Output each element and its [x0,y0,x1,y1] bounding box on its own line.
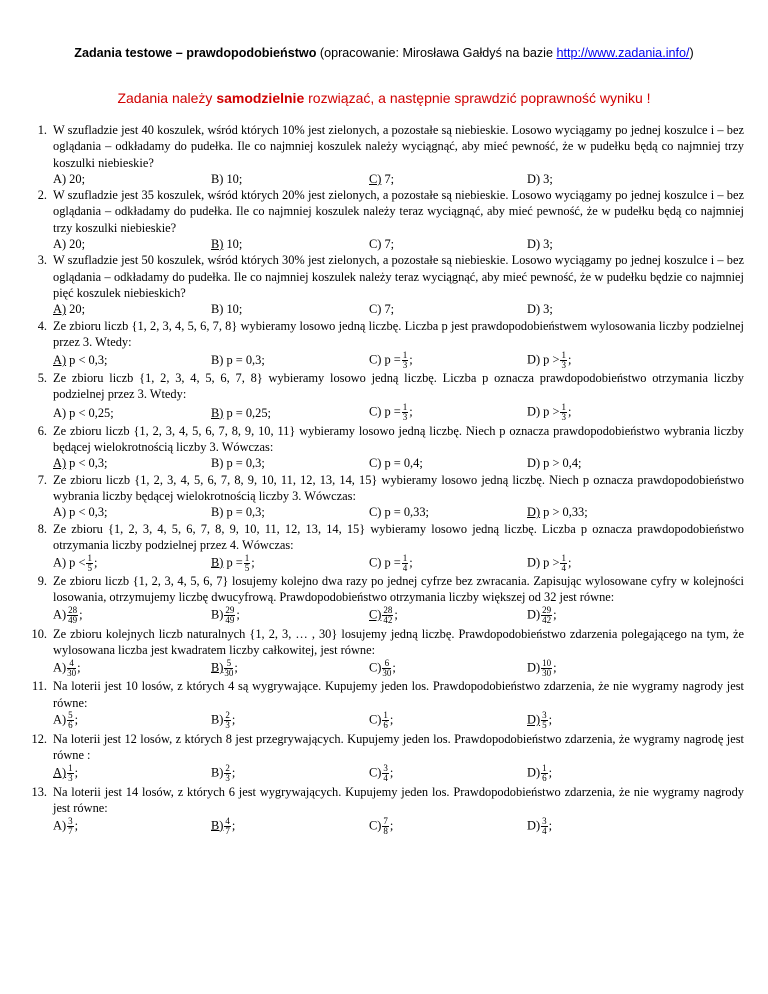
question-text: Ze zbioru liczb {1, 2, 3, 4, 5, 6, 7} losujemy kolejno dwa razy po jednej cyfrze bez zwracania. Zapisując wylosowane cyfry w kolejności losowania, otrzymujemy liczbę dwucyfrową. Prawdopodobieństwo otrzymania liczby większej od 32 jest równe: [53,574,744,605]
answer-options [53,301,744,317]
question-text: Ze zbioru liczb {1, 2, 3, 4, 5, 6, 7, 8} wybieramy losowo jedną liczbę. Liczba p oznacza prawdopodobieństwo otrzymania liczby podzielnej przez 3. Wtedy: [53,371,744,402]
answer-option-d[interactable]: D) $\frac{1}{6}$ ; [527,763,553,783]
fraction: $\frac{29}{49}$ [225,605,235,626]
answer-options [53,236,744,252]
fraction: $\frac{1}{3}$ [561,349,566,370]
fraction: $\frac{1}{3}$ [561,402,566,423]
fraction: $\frac{1}{6}$ [542,763,547,783]
answer-option-d[interactable]: D) p > $\frac{1}{3}$ ; [527,349,572,370]
instructions-post: rozwiązać, a następnie sprawdzić poprawność wyniku ! [304,90,651,106]
instructions-bold: samodzielnie [216,90,305,106]
answer-option-d[interactable]: D) 3; [527,302,553,317]
answer-option-c[interactable]: C) $\frac{7}{8}$ ; [369,815,394,836]
question-item [22,252,744,317]
answer-option-a[interactable]: A) $\frac{3}{7}$ ; [53,815,79,836]
question-list [22,122,744,836]
answer-option-d[interactable]: D) 3; [527,237,553,252]
answer-option-c[interactable]: C) p = $\frac{1}{3}$ ; [369,349,413,370]
answer-options [53,455,744,471]
fraction: $\frac{2}{3}$ [225,763,230,783]
answer-option-b[interactable]: B) $\frac{5}{30}$ ; [211,657,238,678]
answer-option-a[interactable]: A) p < $\frac{1}{5}$ ; [53,552,98,573]
fraction: $\frac{29}{42}$ [542,605,552,626]
question-number: 10. [31,626,47,641]
question-number: 6. [37,423,47,438]
question-item [22,731,744,784]
answer-option-c[interactable]: C) 7; [369,302,395,317]
answer-option-d[interactable]: D) $\frac{29}{42}$ ; [527,605,557,626]
answer-option-c[interactable]: C) p = $\frac{1}{4}$ ; [369,552,413,573]
answer-option-c[interactable]: C) p = 0,33; [369,505,429,520]
question-number: 13. [31,784,47,799]
fraction: $\frac{3}{7}$ [68,815,73,836]
question-number: 11. [31,679,47,694]
question-number: 1. [37,123,47,137]
fraction: $\frac{1}{3}$ [68,763,73,783]
question-number: 9. [37,574,47,589]
fraction: $\frac{5}{30}$ [224,657,234,678]
question-item [22,472,744,521]
answer-options [53,553,744,573]
question-text: Ze zbioru liczb {1, 2, 3, 4, 5, 6, 7, 8, 9, 10, 11} wybieramy losowo jedną liczbę. Niech p oznacza prawdopodobieństwo wybrania liczby będącej wielokrotnością liczby 3. Wówczas: [53,423,744,455]
question-item [22,784,744,837]
answer-option-c[interactable]: C) p = $\frac{1}{3}$ ; [369,402,413,423]
answer-option-a[interactable]: A) 20; [53,237,86,252]
source-link[interactable]: http://www.zadania.info/ [556,46,690,60]
answer-options [53,606,744,626]
question-item [22,318,744,371]
answer-option-c[interactable]: C) $\frac{3}{4}$ ; [369,763,394,783]
answer-options [53,711,744,731]
question-text: W szufladzie jest 35 koszulek, wśród których 20% jest zielonych, a pozostałe są niebieskie. Losowo wyciągamy po jednej koszulce i – bez oglądania – odkładamy do pudełka. Ile co najmniej koszulek należy teraz wyciągnąć, aby mieć pewność, że w pudełku będą co najmniej trzy koszulki niebieskie? [53,188,744,235]
title-bold: Zadania testowe – prawdopodobieństwo [74,46,317,60]
fraction: $\frac{28}{49}$ [68,605,78,626]
answer-option-a[interactable]: A) p < 0,3; [53,353,108,367]
answer-option-a[interactable]: A) 20; [53,171,86,186]
answer-options [53,816,744,836]
fraction: $\frac{1}{4}$ [402,552,408,573]
question-item [22,573,744,626]
fraction: $\frac{1}{4}$ [561,552,566,573]
answer-option-a[interactable]: A) p < 0,3; [53,505,108,520]
fraction: $\frac{1}{5}$ [244,552,250,573]
fraction: $\frac{3}{5}$ [542,710,547,731]
answer-option-b[interactable]: B) $\frac{4}{7}$ ; [211,815,236,836]
question-number: 12. [31,731,47,746]
title-rest: (opracowanie: Mirosława Gałdyś na bazie [316,46,557,60]
question-item [22,626,744,679]
page-title [0,46,768,60]
fraction: $\frac{28}{42}$ [383,605,393,626]
answer-option-d[interactable]: D) p > 0,33; [527,505,588,520]
question-item [22,423,744,472]
title-close: ) [689,46,694,60]
answer-option-b[interactable]: B) 10; [211,237,243,252]
question-text: W szufladzie jest 50 koszulek, wśród których 30% jest zielonych, a pozostałe są niebieskie. Losowo wyciągamy po jednej koszulce i – bez oglądania – odkładamy do pudełka. Ile co najmniej koszulek należy teraz wyciągnąć, aby mieć pewność, że w pudełku będzie co najmniej pięć koszulek niebieskich? [53,253,744,300]
answer-option-b[interactable]: B) $\frac{2}{3}$ ; [211,763,236,783]
answer-options [53,658,744,678]
answer-option-a[interactable]: A) $\frac{4}{30}$ ; [53,657,81,678]
answer-option-a[interactable]: A) 20; [53,302,86,317]
answer-option-d[interactable]: D) p > $\frac{1}{4}$ ; [527,552,572,573]
question-text: Ze zbioru liczb {1, 2, 3, 4, 5, 6, 7, 8, 9, 10, 11, 12, 13, 14, 15} wybieramy losowo jedną liczbę. Niech p oznacza prawdopodobieństwo wybrania liczby będącej wielokrotnością liczby 3. Wówczas: [53,472,744,503]
question-text: Ze zbioru kolejnych liczb naturalnych {1, 2, 3, … , 30} losujemy jedną liczbę. Prawdopodobieństwo zdarzenia polegającego na tym, że wylosowana liczba jest kwadratem liczby całkowitej, jest równe: [53,626,744,658]
fraction: $\frac{10}{30}$ [542,657,552,678]
fraction: $\frac{4}{7}$ [225,815,230,836]
fraction: $\frac{5}{6}$ [68,710,73,731]
question-text: W szufladzie jest 40 koszulek, wśród których 10% jest zielonych, a pozostałe są niebieskie. Losowo wyciągamy po jednej koszulce i – bez oglądania – odkładamy do pudełka. Ile co najmniej koszulek należy wyciągnąć, aby mieć pewność, że w pudełku będą co najmniej trzy koszulki niebieskie? [53,123,744,170]
question-item [22,678,744,731]
answer-option-d[interactable]: D) p > 0,4; [527,456,582,471]
answer-options [53,171,744,187]
fraction: $\frac{1}{3}$ [402,349,408,370]
fraction: $\frac{1}{3}$ [402,402,408,423]
question-number: 4. [37,318,47,333]
answer-option-b[interactable]: B) p = 0,3; [211,505,265,520]
fraction: $\frac{6}{30}$ [382,657,392,678]
answer-option-b[interactable]: B) p = 0,3; [211,456,265,471]
question-item [22,187,744,252]
fraction: $\frac{3}{4}$ [542,815,547,836]
answer-option-a[interactable]: A) $\frac{28}{49}$ ; [53,605,83,626]
question-number: 2. [37,188,47,203]
question-text: Na loterii jest 12 losów, z których 8 jest przegrywających. Kupujemy jeden los. Prawdopodobieństwo zdarzenia, że wygramy nagrodę jest równe : [53,731,744,763]
question-text: Na loterii jest 14 losów, z których 6 jest wygrywających. Kupujemy jeden los. Prawdopodobieństwo zdarzenia, że nie wygramy nagrody jest równe: [53,784,744,815]
answer-option-b[interactable]: B) p = 0,3; [211,353,265,367]
fraction: $\frac{2}{3}$ [225,710,230,731]
answer-options [53,350,744,370]
answer-option-c[interactable]: C) $\frac{1}{6}$ ; [369,710,394,731]
answer-option-d[interactable]: D) p > $\frac{1}{3}$ ; [527,402,572,423]
fraction: $\frac{3}{4}$ [383,763,388,783]
answer-option-d[interactable]: D) $\frac{3}{4}$ ; [527,815,553,836]
question-item [22,122,744,187]
question-number: 8. [37,521,47,536]
question-text: Na loterii jest 10 losów, z których 4 są wygrywające. Kupujemy jeden los. Prawdopodobieństwo zdarzenia, że nie wygramy nagrody jest równe: [53,679,744,710]
question-text: Ze zbioru liczb {1, 2, 3, 4, 5, 6, 7, 8} wybieramy losowo jedną liczbę. Liczba p jest prawdopodobieństwem wylosowania liczby podzielnej przez 3. Wtedy: [53,318,744,349]
question-number: 7. [37,472,47,487]
instructions [0,90,768,106]
answer-option-a[interactable]: A) $\frac{1}{3}$ ; [53,763,79,783]
answer-option-c[interactable]: C) 7; [369,171,395,186]
answer-option-d[interactable]: D) $\frac{3}{5}$ ; [527,710,553,731]
answer-option-c[interactable]: C) p = 0,4; [369,456,423,471]
question-item [22,370,744,423]
answer-option-c[interactable]: C) $\frac{28}{42}$ ; [369,605,398,626]
question-number: 3. [37,253,47,268]
question-number: 5. [37,371,47,386]
answer-option-b[interactable]: B) p = $\frac{1}{5}$ ; [211,552,255,573]
answer-option-b[interactable]: B) $\frac{2}{3}$ ; [211,710,236,731]
answer-option-b[interactable]: B) $\frac{29}{49}$ ; [211,605,240,626]
answer-option-a[interactable]: A) $\frac{5}{6}$ ; [53,710,79,731]
answer-option-c[interactable]: C) $\frac{6}{30}$ ; [369,657,396,678]
answer-option-d[interactable]: D) 3; [527,171,553,186]
fraction: $\frac{1}{5}$ [87,552,92,573]
answer-option-a[interactable]: A) p < 0,25; [53,405,114,420]
answer-option-d[interactable]: D) $\frac{10}{30}$ ; [527,657,557,678]
answer-options [53,403,744,423]
question-text: Ze zbioru {1, 2, 3, 4, 5, 6, 7, 8, 9, 10, 11, 12, 13, 14, 15} wybieramy losowo jedną liczbę. Liczba p oznacza prawdopodobieństwo otrzymania liczby podzielnej przez 4. Wówczas: [53,521,744,552]
answer-options [53,764,744,784]
answer-option-b[interactable]: B) 10; [211,302,243,317]
answer-option-b[interactable]: B) 10; [211,171,243,186]
answer-options [53,504,744,520]
answer-option-b[interactable]: B) p = 0,25; [211,405,271,420]
answer-option-c[interactable]: C) 7; [369,237,395,252]
answer-option-a[interactable]: A) p < 0,3; [53,456,108,471]
question-item [22,521,744,574]
instructions-pre: Zadania należy [117,90,217,106]
fraction: $\frac{7}{8}$ [383,815,388,836]
fraction: $\frac{1}{6}$ [383,710,388,731]
fraction: $\frac{4}{30}$ [67,657,77,678]
